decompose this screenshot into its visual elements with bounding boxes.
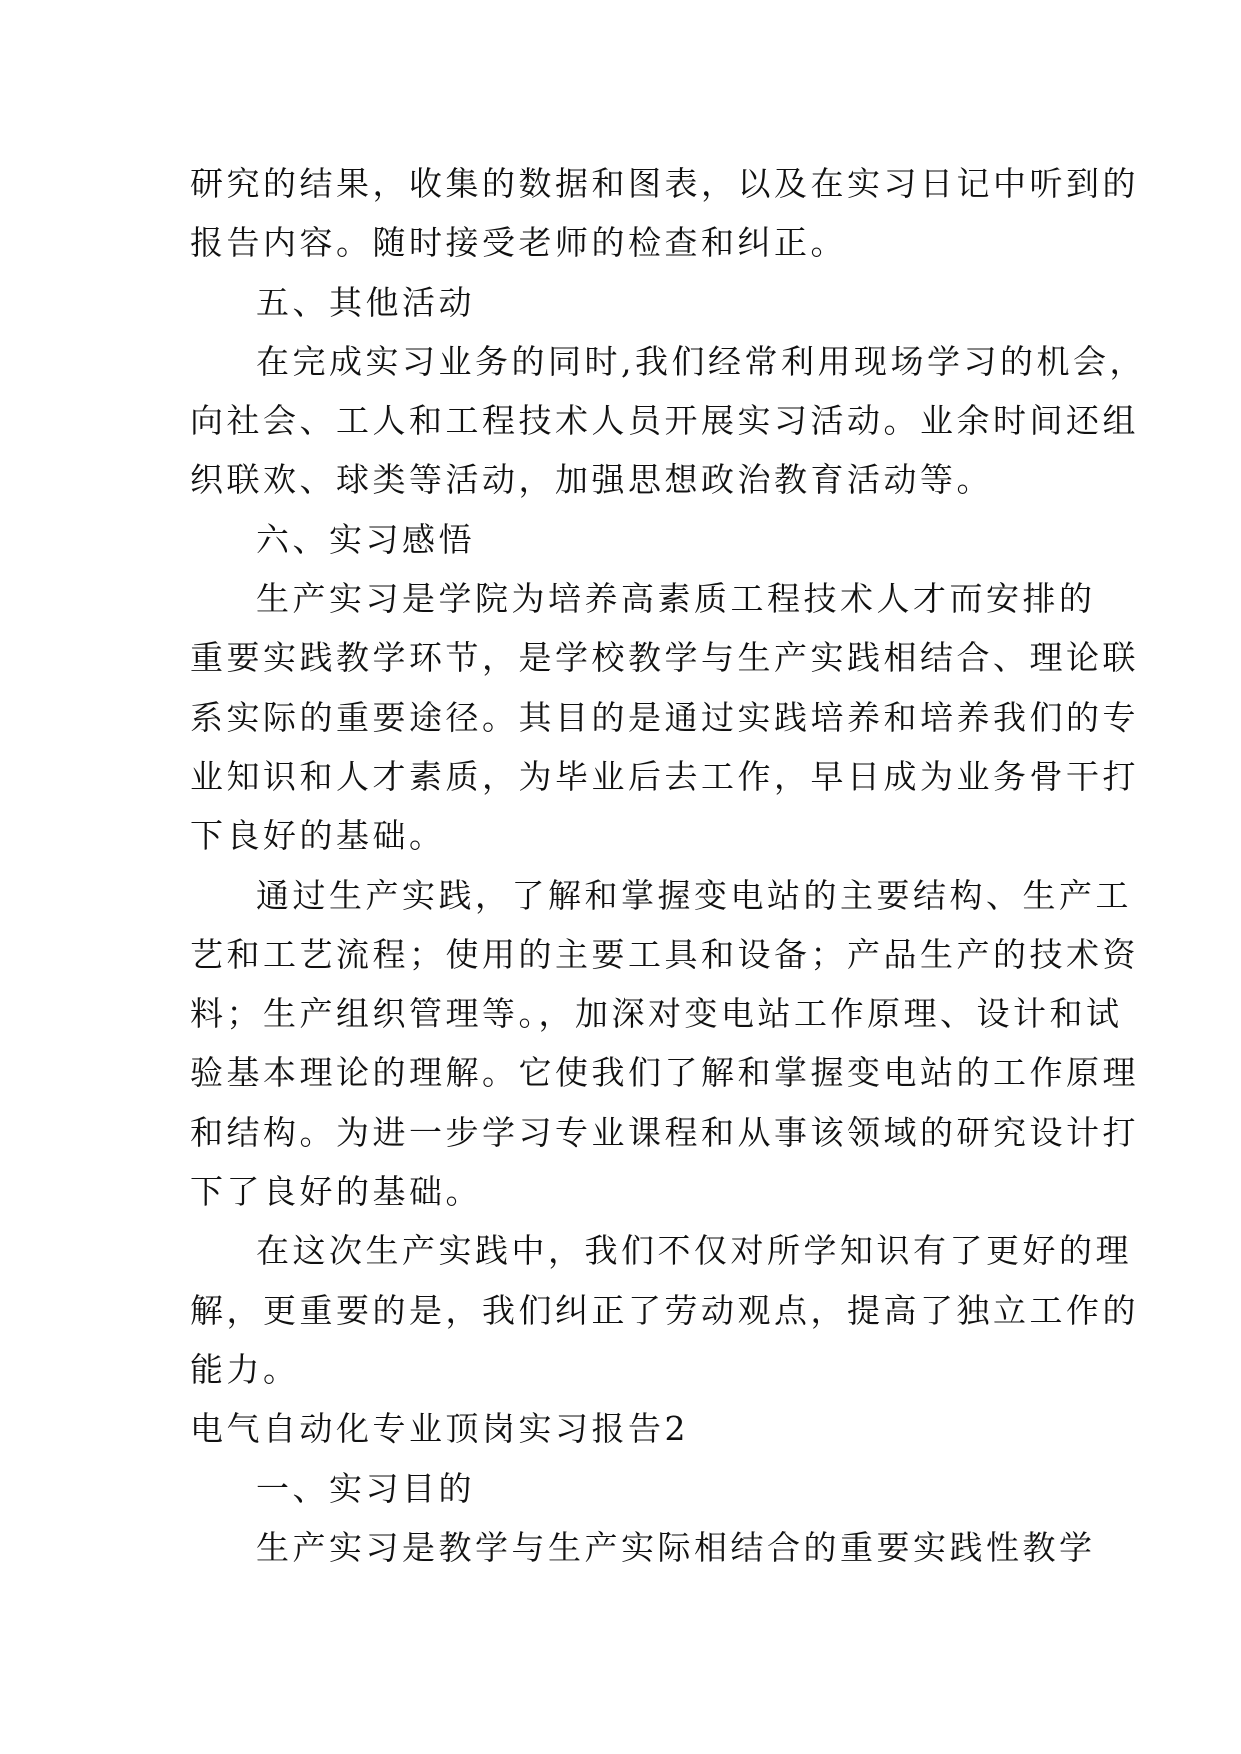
text-line: 在完成实习业务的同时,我们经常利用现场学习的机会， xyxy=(256,341,1146,381)
text-line: 重要实践教学环节，是学校教学与生产实践相结合、理论联 xyxy=(190,638,1139,678)
text-line: 验基本理论的理解。它使我们了解和掌握变电站的工作原理 xyxy=(190,1053,1139,1093)
section-heading-reflections: 六、实习感悟 xyxy=(256,519,475,559)
text-line: 研究的结果，收集的数据和图表，以及在实习日记中听到的 xyxy=(190,164,1139,203)
text-line: 报告内容。随时接受老师的检查和纠正。 xyxy=(190,223,847,263)
text-line: 能力。 xyxy=(190,1349,300,1389)
text-line: 通过生产实践，了解和掌握变电站的主要结构、生产工 xyxy=(256,875,1132,915)
text-line: 生产实习是教学与生产实际相结合的重要实践性教学 xyxy=(256,1527,1096,1567)
report-title-2: 电气自动化专业顶岗实习报告2 xyxy=(190,1409,689,1449)
section-heading-other-activities: 五、其他活动 xyxy=(256,282,475,322)
text-line: 解，更重要的是，我们纠正了劳动观点，提高了独立工作的 xyxy=(190,1290,1139,1330)
text-line: 艺和工艺流程；使用的主要工具和设备；产品生产的技术资 xyxy=(190,934,1139,974)
text-line: 在这次生产实践中，我们不仅对所学知识有了更好的理 xyxy=(256,1231,1132,1271)
document-body xyxy=(190,154,1146,1577)
text-line: 业知识和人才素质，为毕业后去工作，早日成为业务骨干打 xyxy=(190,756,1139,796)
text-line: 生产实习是学院为培养高素质工程技术人才而安排的 xyxy=(256,579,1096,619)
text-line: 系实际的重要途径。其目的是通过实践培养和培养我们的专 xyxy=(190,697,1139,737)
text-line: 下了良好的基础。 xyxy=(190,1172,482,1212)
text-line: 料；生产组织管理等。，加深对变电站工作原理、设计和试 xyxy=(190,994,1123,1034)
text-line: 和结构。为进一步学习专业课程和从事该领域的研究设计打 xyxy=(190,1112,1139,1152)
text-line: 下良好的基础。 xyxy=(190,816,446,856)
text-line: 向社会、工人和工程技术人员开展实习活动。业余时间还组 xyxy=(190,401,1139,441)
text-line: 织联欢、球类等活动，加强思想政治教育活动等。 xyxy=(190,460,993,500)
section-heading-internship-purpose: 一、实习目的 xyxy=(256,1468,475,1508)
